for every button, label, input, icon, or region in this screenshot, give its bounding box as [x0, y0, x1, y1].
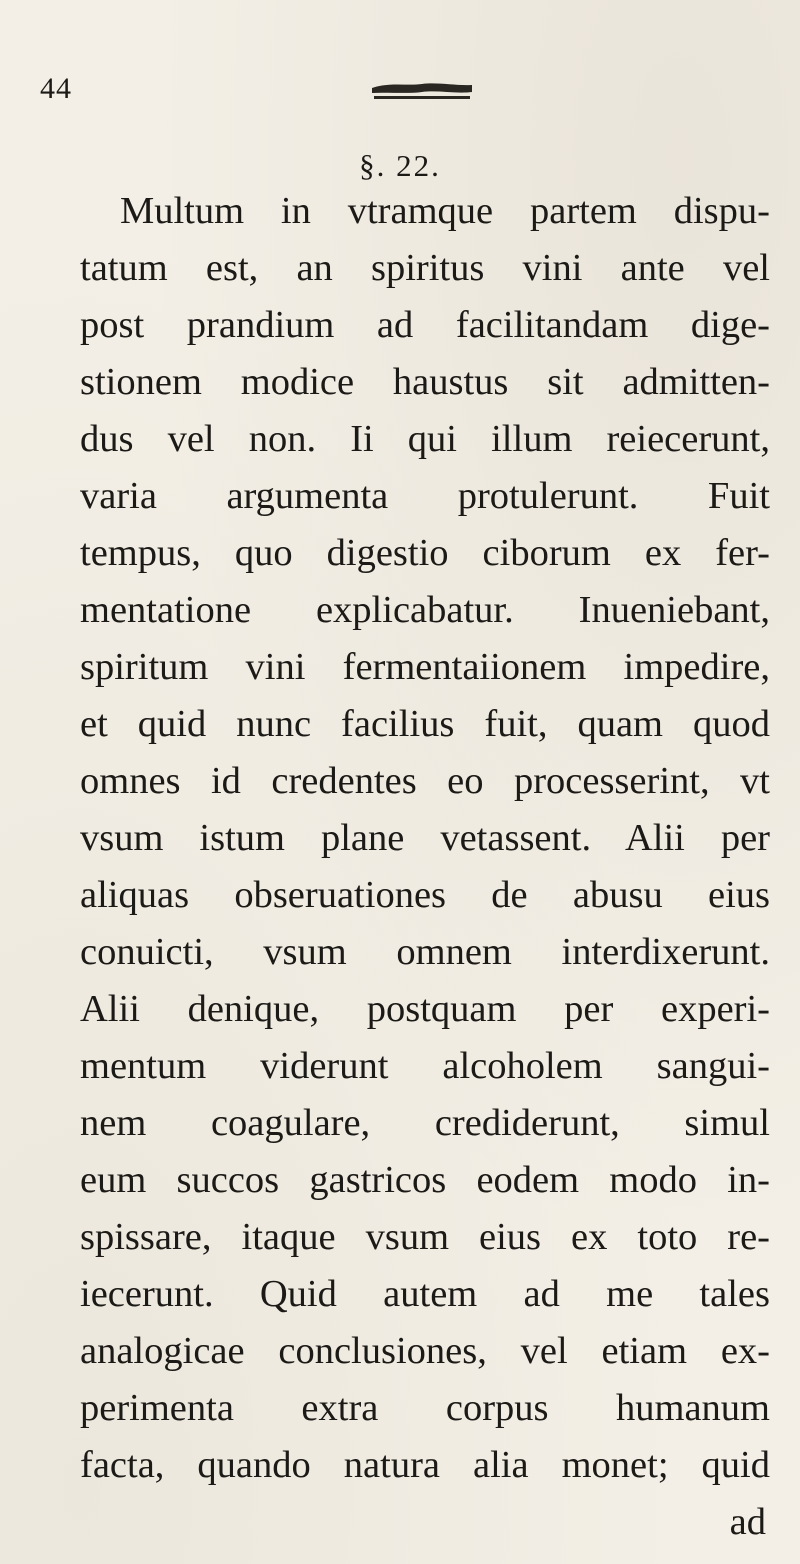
text-line: varia argumenta protulerunt. Fuit — [80, 475, 770, 517]
text-line: tatum est, an spiritus vini ante vel — [80, 247, 770, 289]
text-line: tempus, quo digestio ciborum ex fer- — [80, 532, 770, 574]
text-line: aliquas obseruationes de abusu eius — [80, 874, 770, 916]
text-line: mentum viderunt alcoholem sangui- — [80, 1045, 770, 1087]
text-line: Multum in vtramque partem dispu- — [120, 190, 770, 232]
section-heading: §. 22. — [359, 148, 441, 183]
text-line: facta, quando natura alia monet; quid — [80, 1444, 770, 1486]
text-line: perimenta extra corpus humanum — [80, 1387, 770, 1429]
catchword: ad — [729, 1501, 766, 1543]
text-line: et quid nunc facilius fuit, quam quod — [80, 703, 770, 745]
text-line: dus vel non. Ii qui illum reiecerunt, — [80, 418, 770, 460]
text-line: conuicti, vsum omnem interdixerunt. — [80, 931, 770, 973]
text-line: spissare, itaque vsum eius ex toto re- — [80, 1216, 770, 1258]
text-line: eum succos gastricos eodem modo in- — [80, 1159, 770, 1201]
text-line: stionem modice haustus sit admitten- — [80, 361, 770, 403]
text-line: mentatione explicabatur. Inueniebant, — [80, 589, 770, 631]
text-line: analogicae conclusiones, vel etiam ex- — [80, 1330, 770, 1372]
text-line: vsum istum plane vetassent. Alii per — [80, 817, 770, 859]
text-line: nem coagulare, crediderunt, simul — [80, 1102, 770, 1144]
text-line: post prandium ad facilitandam dige- — [80, 304, 770, 346]
header-ornament — [368, 80, 476, 102]
body-text — [80, 183, 770, 1551]
text-line: iecerunt. Quid autem ad me tales — [80, 1273, 770, 1315]
text-line: spiritum vini fermentaiionem impedire, — [80, 646, 770, 688]
text-line: Alii denique, postquam per experi- — [80, 988, 770, 1030]
text-line: omnes id credentes eo processerint, vt — [80, 760, 770, 802]
page-number: 44 — [40, 72, 72, 105]
